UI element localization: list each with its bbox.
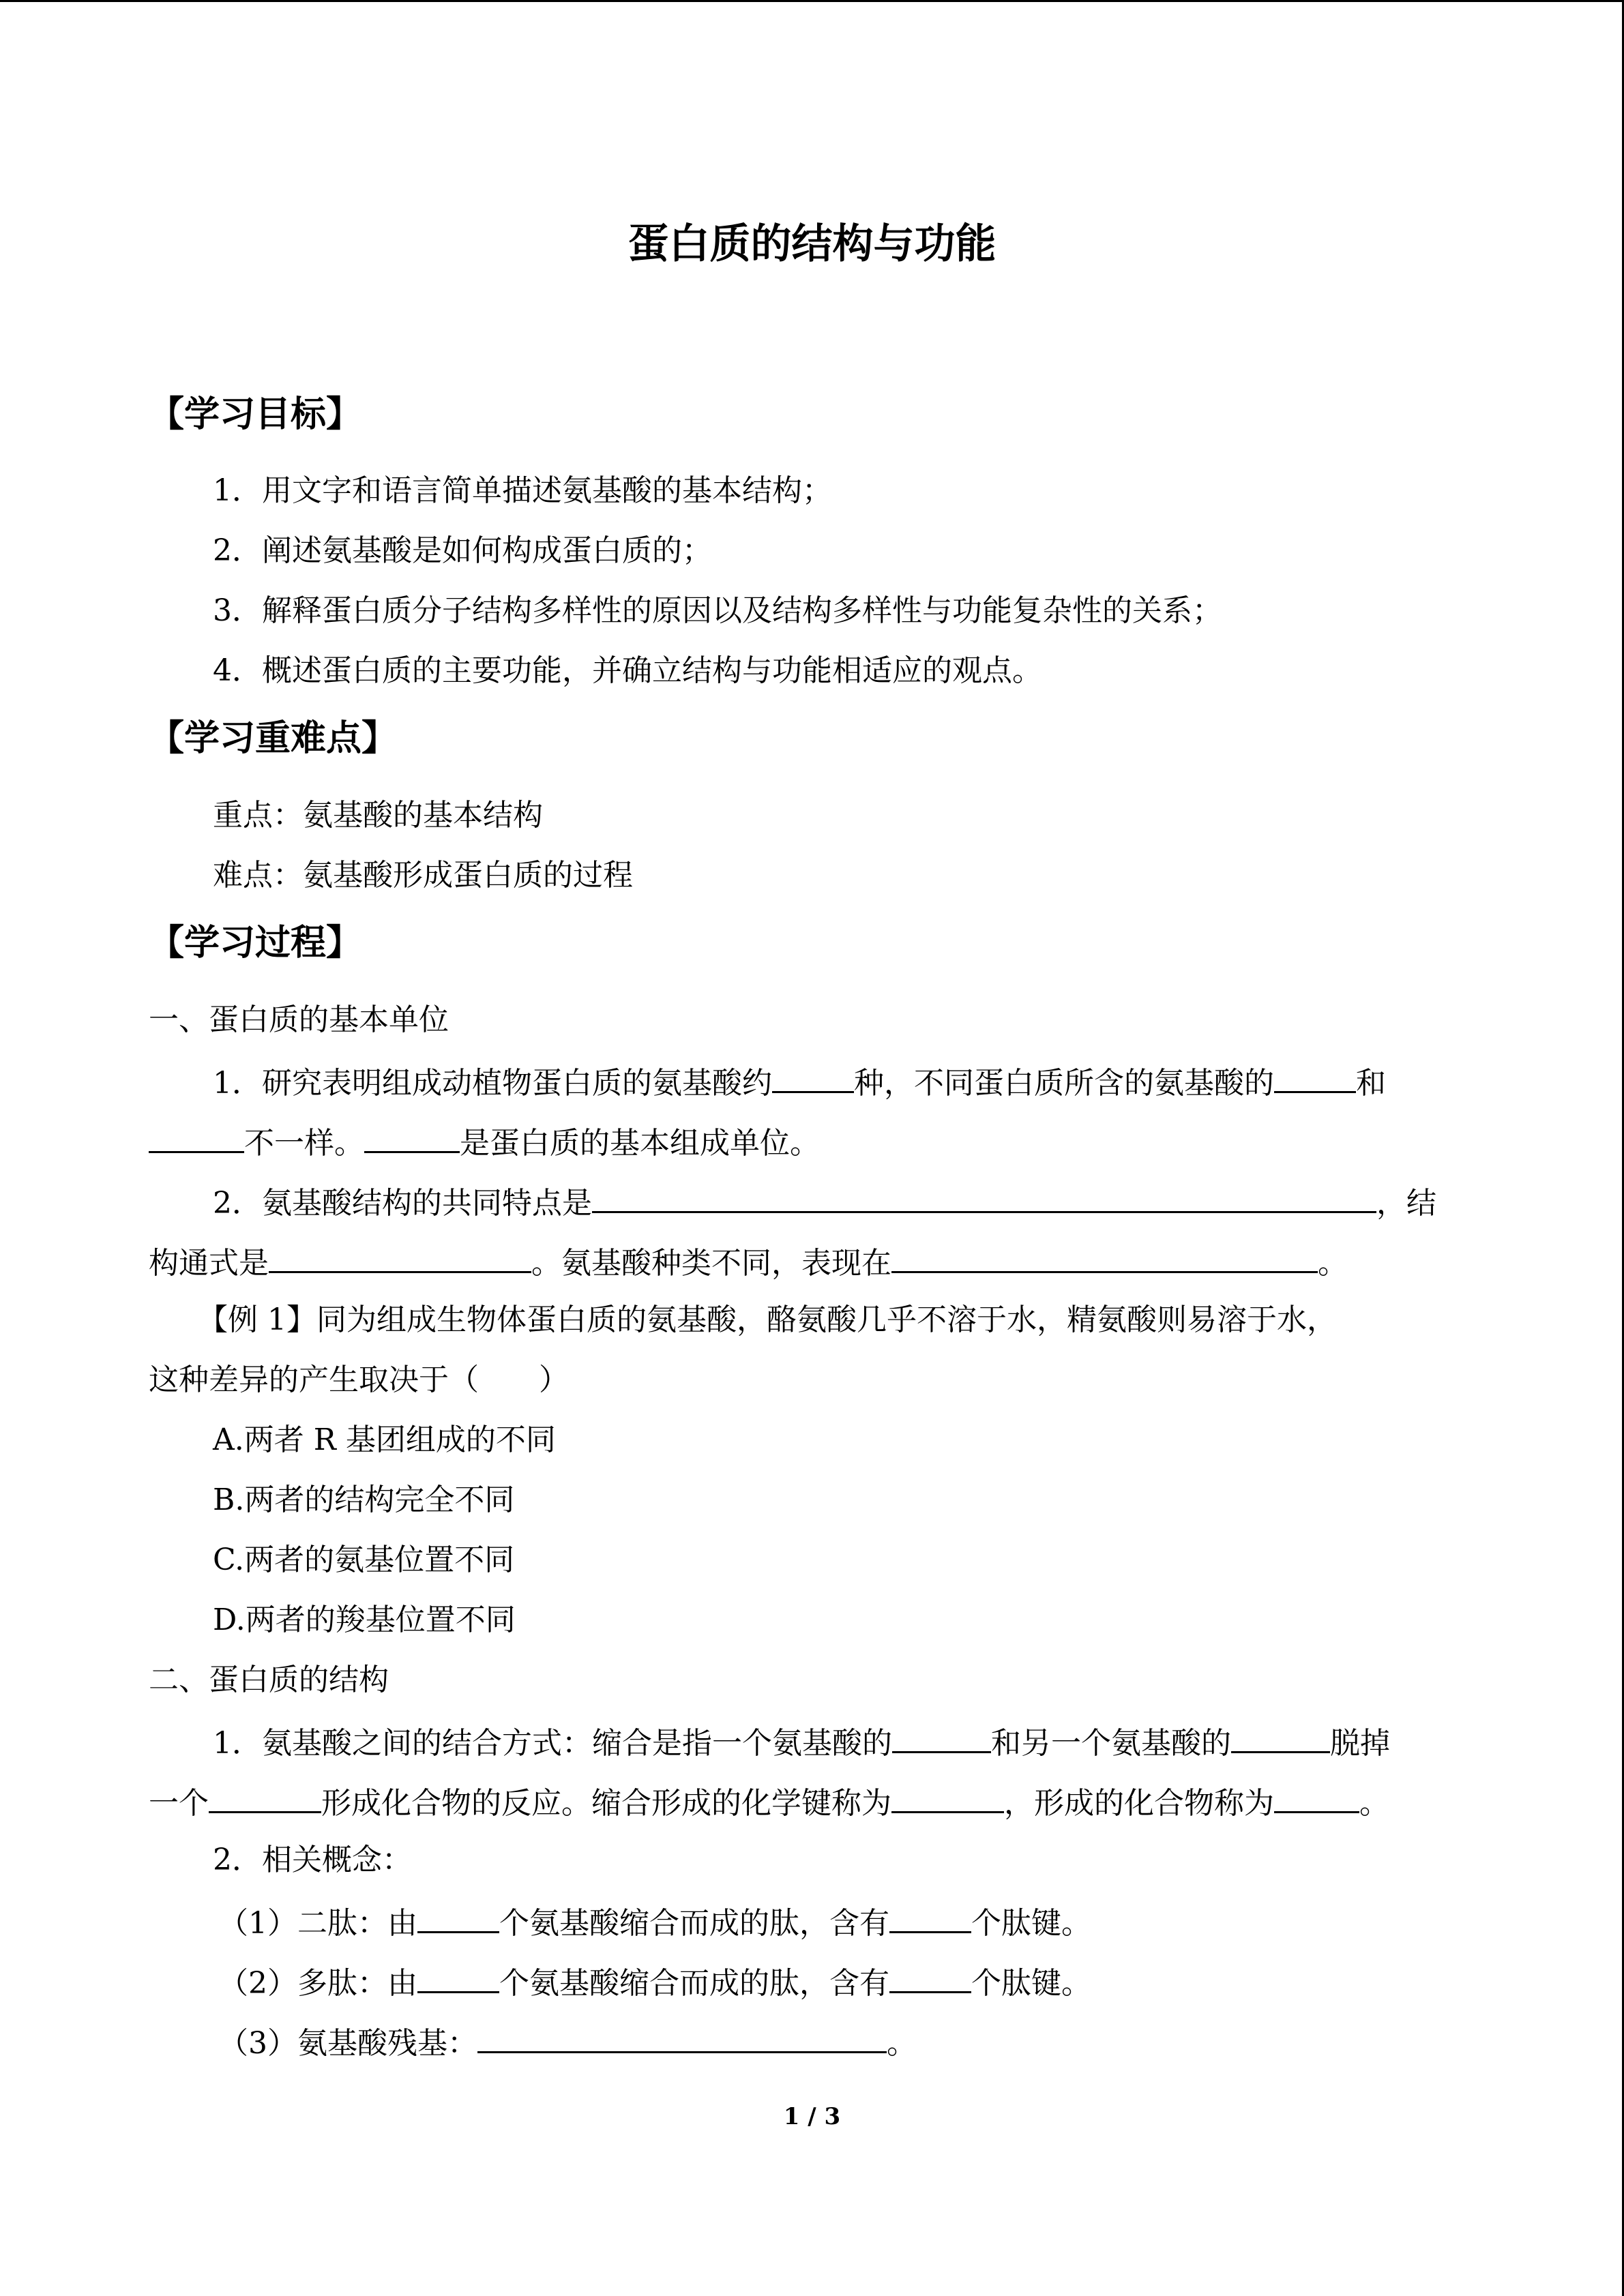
concept-polypeptide — [218, 1961, 1091, 2003]
blank-compound[interactable] — [1274, 1781, 1359, 1813]
option-d: D.两者的羧基位置不同 — [213, 1602, 516, 1637]
option-c: C.两者的氨基位置不同 — [213, 1542, 515, 1577]
q1-text-b: 种，不同蛋白质所含的氨基酸的 — [854, 1066, 1274, 1101]
q2-text-a: 2．氨基酸结构的共同特点是 — [213, 1186, 592, 1221]
goal-item-3: 3．解释蛋白质分子结构多样性的原因以及结构多样性与功能复杂性的关系； — [213, 593, 1222, 628]
blank-residue[interactable] — [477, 2021, 887, 2053]
heading-key-points: 【学习重难点】 — [149, 718, 398, 759]
s1-text-b: 和另一个氨基酸的 — [991, 1726, 1231, 1761]
difficult-point: 难点：氨基酸形成蛋白质的过程 — [213, 858, 633, 893]
concept-residue — [218, 2021, 917, 2063]
goal-item-2: 2．阐述氨基酸是如何构成蛋白质的； — [213, 533, 712, 568]
c1-text-c: 个肽键。 — [971, 1906, 1091, 1941]
heading-process: 【学习过程】 — [149, 923, 362, 964]
blank-dipeptide-bonds[interactable] — [889, 1901, 971, 1933]
c3-text-a: （3）氨基酸残基： — [218, 2026, 477, 2061]
q1-text-c: 和 — [1356, 1066, 1386, 1101]
s1-text-a: 1．氨基酸之间的结合方式：缩合是指一个氨基酸的 — [213, 1726, 892, 1761]
page-top-border — [0, 0, 1624, 6]
key-point: 重点：氨基酸的基本结构 — [213, 798, 543, 833]
example-1-line-2: 这种差异的产生取决于（ ） — [149, 1362, 569, 1397]
q2-text-d: 。氨基酸种类不同，表现在 — [531, 1246, 891, 1281]
part1-title: 一、蛋白质的基本单位 — [149, 1002, 449, 1037]
blank-general-formula[interactable] — [269, 1241, 531, 1273]
c1-text-a: （1）二肽：由 — [218, 1906, 417, 1941]
q1-text-a: 1．研究表明组成动植物蛋白质的氨基酸约 — [213, 1066, 772, 1101]
s1-text-d: 一个 — [149, 1786, 209, 1821]
option-b: B.两者的结构完全不同 — [213, 1482, 515, 1517]
s1-text-e: 形成化合物的反应。缩合形成的化学键称为 — [321, 1786, 891, 1821]
question-2-line-1 — [213, 1181, 1436, 1223]
blank-chemical-bond[interactable] — [891, 1781, 1004, 1813]
s1-text-g: 。 — [1359, 1786, 1389, 1821]
structure-1-line-2 — [149, 1781, 1389, 1823]
goal-item-4: 4．概述蛋白质的主要功能，并确立结构与功能相适应的观点。 — [213, 653, 1042, 688]
part2-title: 二、蛋白质的结构 — [149, 1663, 389, 1697]
q2-text-e: 。 — [1318, 1246, 1348, 1281]
example-1-line-1: 【例 1】同为组成生物体蛋白质的氨基酸，酪氨酸几乎不溶于水，精氨酸则易溶于水， — [198, 1302, 1337, 1337]
blank-group-1[interactable] — [892, 1721, 991, 1753]
blank-group-2[interactable] — [1231, 1721, 1330, 1753]
blank-basic-unit[interactable] — [364, 1121, 460, 1153]
c2-text-c: 个肽键。 — [971, 1966, 1091, 2001]
c2-text-b: 个氨基酸缩合而成的肽，含有 — [499, 1966, 889, 2001]
blank-type-difference[interactable] — [891, 1241, 1318, 1273]
structure-1-line-1 — [213, 1721, 1390, 1763]
s1-text-c: 脱掉 — [1330, 1726, 1390, 1761]
goal-item-1: 1．用文字和语言简单描述氨基酸的基本结构； — [213, 473, 832, 508]
q2-text-c: 构通式是 — [149, 1246, 269, 1281]
blank-amino-number[interactable] — [149, 1121, 244, 1153]
question-2-line-2 — [149, 1241, 1348, 1283]
c3-text-b: 。 — [887, 2026, 917, 2061]
question-1-line-1 — [213, 1061, 1386, 1103]
concept-dipeptide — [218, 1901, 1091, 1943]
blank-dipeptide-amino[interactable] — [417, 1901, 499, 1933]
q1-text-d: 不一样。 — [244, 1126, 364, 1161]
question-1-line-2 — [149, 1121, 820, 1163]
blank-common-feature[interactable] — [592, 1181, 1376, 1213]
blank-removed-molecule[interactable] — [209, 1781, 321, 1813]
structure-2-title: 2．相关概念： — [213, 1843, 412, 1877]
page-number: 1 / 3 — [783, 2103, 841, 2130]
document-title: 蛋白质的结构与功能 — [628, 220, 996, 268]
option-a: A.两者 R 基团组成的不同 — [213, 1422, 556, 1457]
blank-amino-kind[interactable] — [1274, 1061, 1356, 1093]
c2-text-a: （2）多肽：由 — [218, 1966, 417, 2001]
blank-polypeptide-bonds[interactable] — [889, 1961, 971, 1993]
blank-polypeptide-amino[interactable] — [417, 1961, 499, 1993]
q1-text-e: 是蛋白质的基本组成单位。 — [460, 1126, 820, 1161]
blank-amino-count[interactable] — [772, 1061, 854, 1093]
q2-text-b: ，结 — [1376, 1186, 1436, 1221]
heading-goals: 【学习目标】 — [149, 394, 362, 435]
c1-text-b: 个氨基酸缩合而成的肽，含有 — [499, 1906, 889, 1941]
s1-text-f: ，形成的化合物称为 — [1004, 1786, 1274, 1821]
